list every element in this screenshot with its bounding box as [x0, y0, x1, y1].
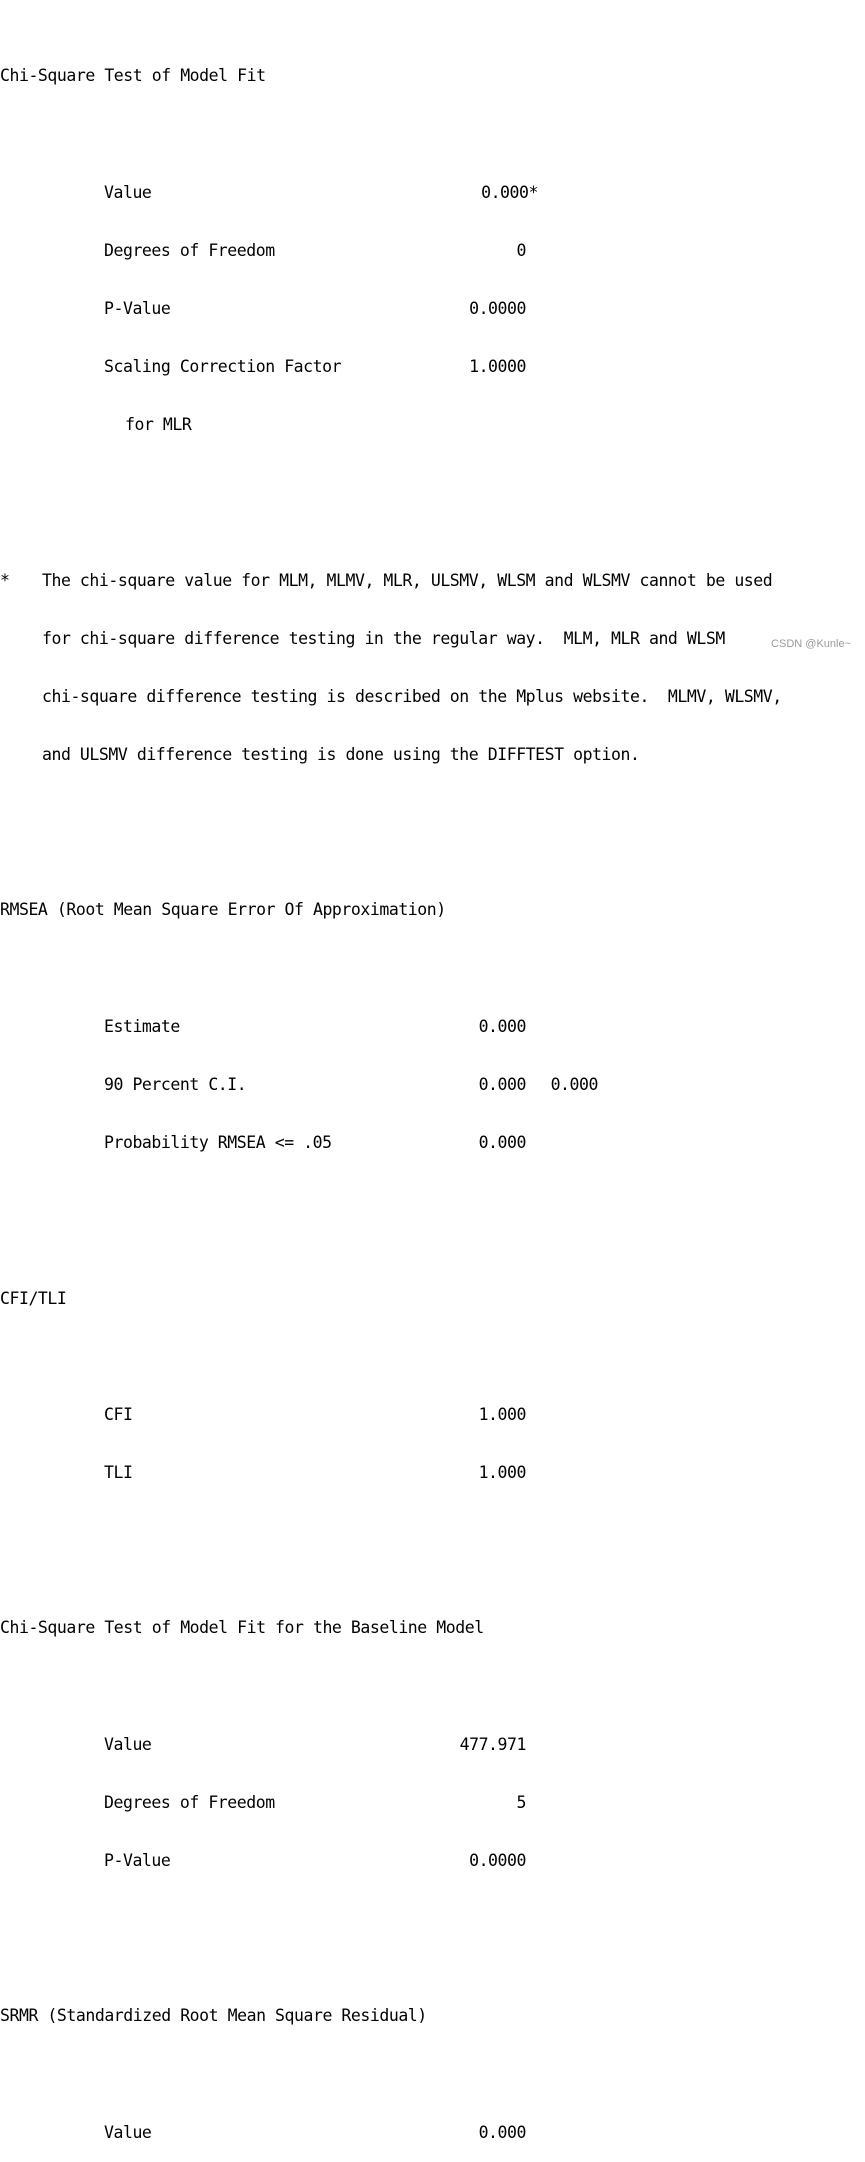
row-label: P-Value — [104, 299, 171, 319]
row-value: 0 — [516, 240, 526, 260]
row-value: 5 — [516, 1792, 526, 1812]
blank-line — [0, 1521, 782, 1540]
result-row — [0, 299, 782, 318]
section-title-rmsea: RMSEA (Root Mean Square Error Of Approximation) — [0, 900, 446, 920]
blank-line — [0, 124, 782, 143]
result-row — [0, 183, 782, 202]
row-label: Estimate — [104, 1016, 180, 1036]
row-value: 0.000* — [481, 182, 538, 202]
row-value: 0.000 — [478, 1075, 526, 1095]
note-line — [0, 745, 782, 764]
note-line — [0, 629, 782, 648]
row-continuation — [0, 415, 782, 434]
result-row — [0, 1793, 782, 1812]
row-label: Value — [104, 1734, 152, 1754]
note-line — [0, 687, 782, 706]
row-value: 0.0000 — [469, 1851, 526, 1871]
result-row — [0, 2123, 782, 2142]
blank-line — [0, 474, 782, 493]
result-row — [0, 1851, 782, 1870]
result-row — [0, 1133, 782, 1152]
note-text: chi-square difference testing is described on the Mplus website. MLMV, WLSMV, — [42, 687, 782, 707]
section-title-baseline: Chi-Square Test of Model Fit for the Baseline Model — [0, 1618, 484, 1638]
note-text: The chi-square value for MLM, MLMV, MLR, ULSMV, WLSM and WLSMV cannot be used — [42, 570, 773, 590]
row-label: TLI — [104, 1463, 133, 1483]
row-value: 0.000 — [478, 1016, 526, 1036]
section-title-chisq: Chi-Square Test of Model Fit — [0, 66, 266, 86]
row-label: Value — [104, 2122, 152, 2142]
row-label: Scaling Correction Factor — [104, 357, 342, 377]
row-label: Degrees of Freedom — [104, 1792, 275, 1812]
result-row — [0, 1463, 782, 1482]
row-value: 0.0000 — [469, 299, 526, 319]
blank-line — [0, 1677, 782, 1696]
row-label: CFI — [104, 1404, 133, 1424]
note-line — [0, 571, 782, 590]
continuation-text: for MLR — [125, 415, 192, 435]
result-row — [0, 1735, 782, 1754]
result-row — [0, 1017, 782, 1036]
blank-line — [0, 1192, 782, 1211]
note-text: for chi-square difference testing in the regular way. MLM, MLR and WLSM — [42, 628, 725, 648]
row-value-upper: 0.000 — [550, 1075, 598, 1095]
blank-line — [0, 803, 782, 822]
row-label: Probability RMSEA <= .05 — [104, 1133, 332, 1153]
note-mark: * — [0, 570, 10, 590]
row-label: Value — [104, 182, 152, 202]
section-title-srmr: SRMR (Standardized Root Mean Square Residual) — [0, 2006, 427, 2026]
blank-line — [0, 2065, 782, 2084]
row-label: Degrees of Freedom — [104, 240, 275, 260]
row-label: P-Value — [104, 1851, 171, 1871]
note-text: and ULSMV difference testing is done using the DIFFTEST option. — [42, 745, 640, 765]
row-value: 0.000 — [478, 1133, 526, 1153]
result-row — [0, 1405, 782, 1424]
result-row — [0, 241, 782, 260]
result-row — [0, 1075, 782, 1094]
blank-line — [0, 959, 782, 978]
row-value: 0.000 — [478, 2122, 526, 2142]
watermark: CSDN @Kunle~ — [771, 638, 851, 650]
row-value: 1.000 — [478, 1404, 526, 1424]
row-label: 90 Percent C.I. — [104, 1075, 247, 1095]
mplus-output — [0, 8, 782, 2162]
row-value: 1.000 — [478, 1463, 526, 1483]
section-title-cfitli: CFI/TLI — [0, 1288, 67, 1308]
blank-line — [0, 1909, 782, 1928]
row-value: 477.971 — [459, 1734, 526, 1754]
result-row — [0, 357, 782, 376]
row-value: 1.0000 — [469, 357, 526, 377]
blank-line — [0, 1347, 782, 1366]
